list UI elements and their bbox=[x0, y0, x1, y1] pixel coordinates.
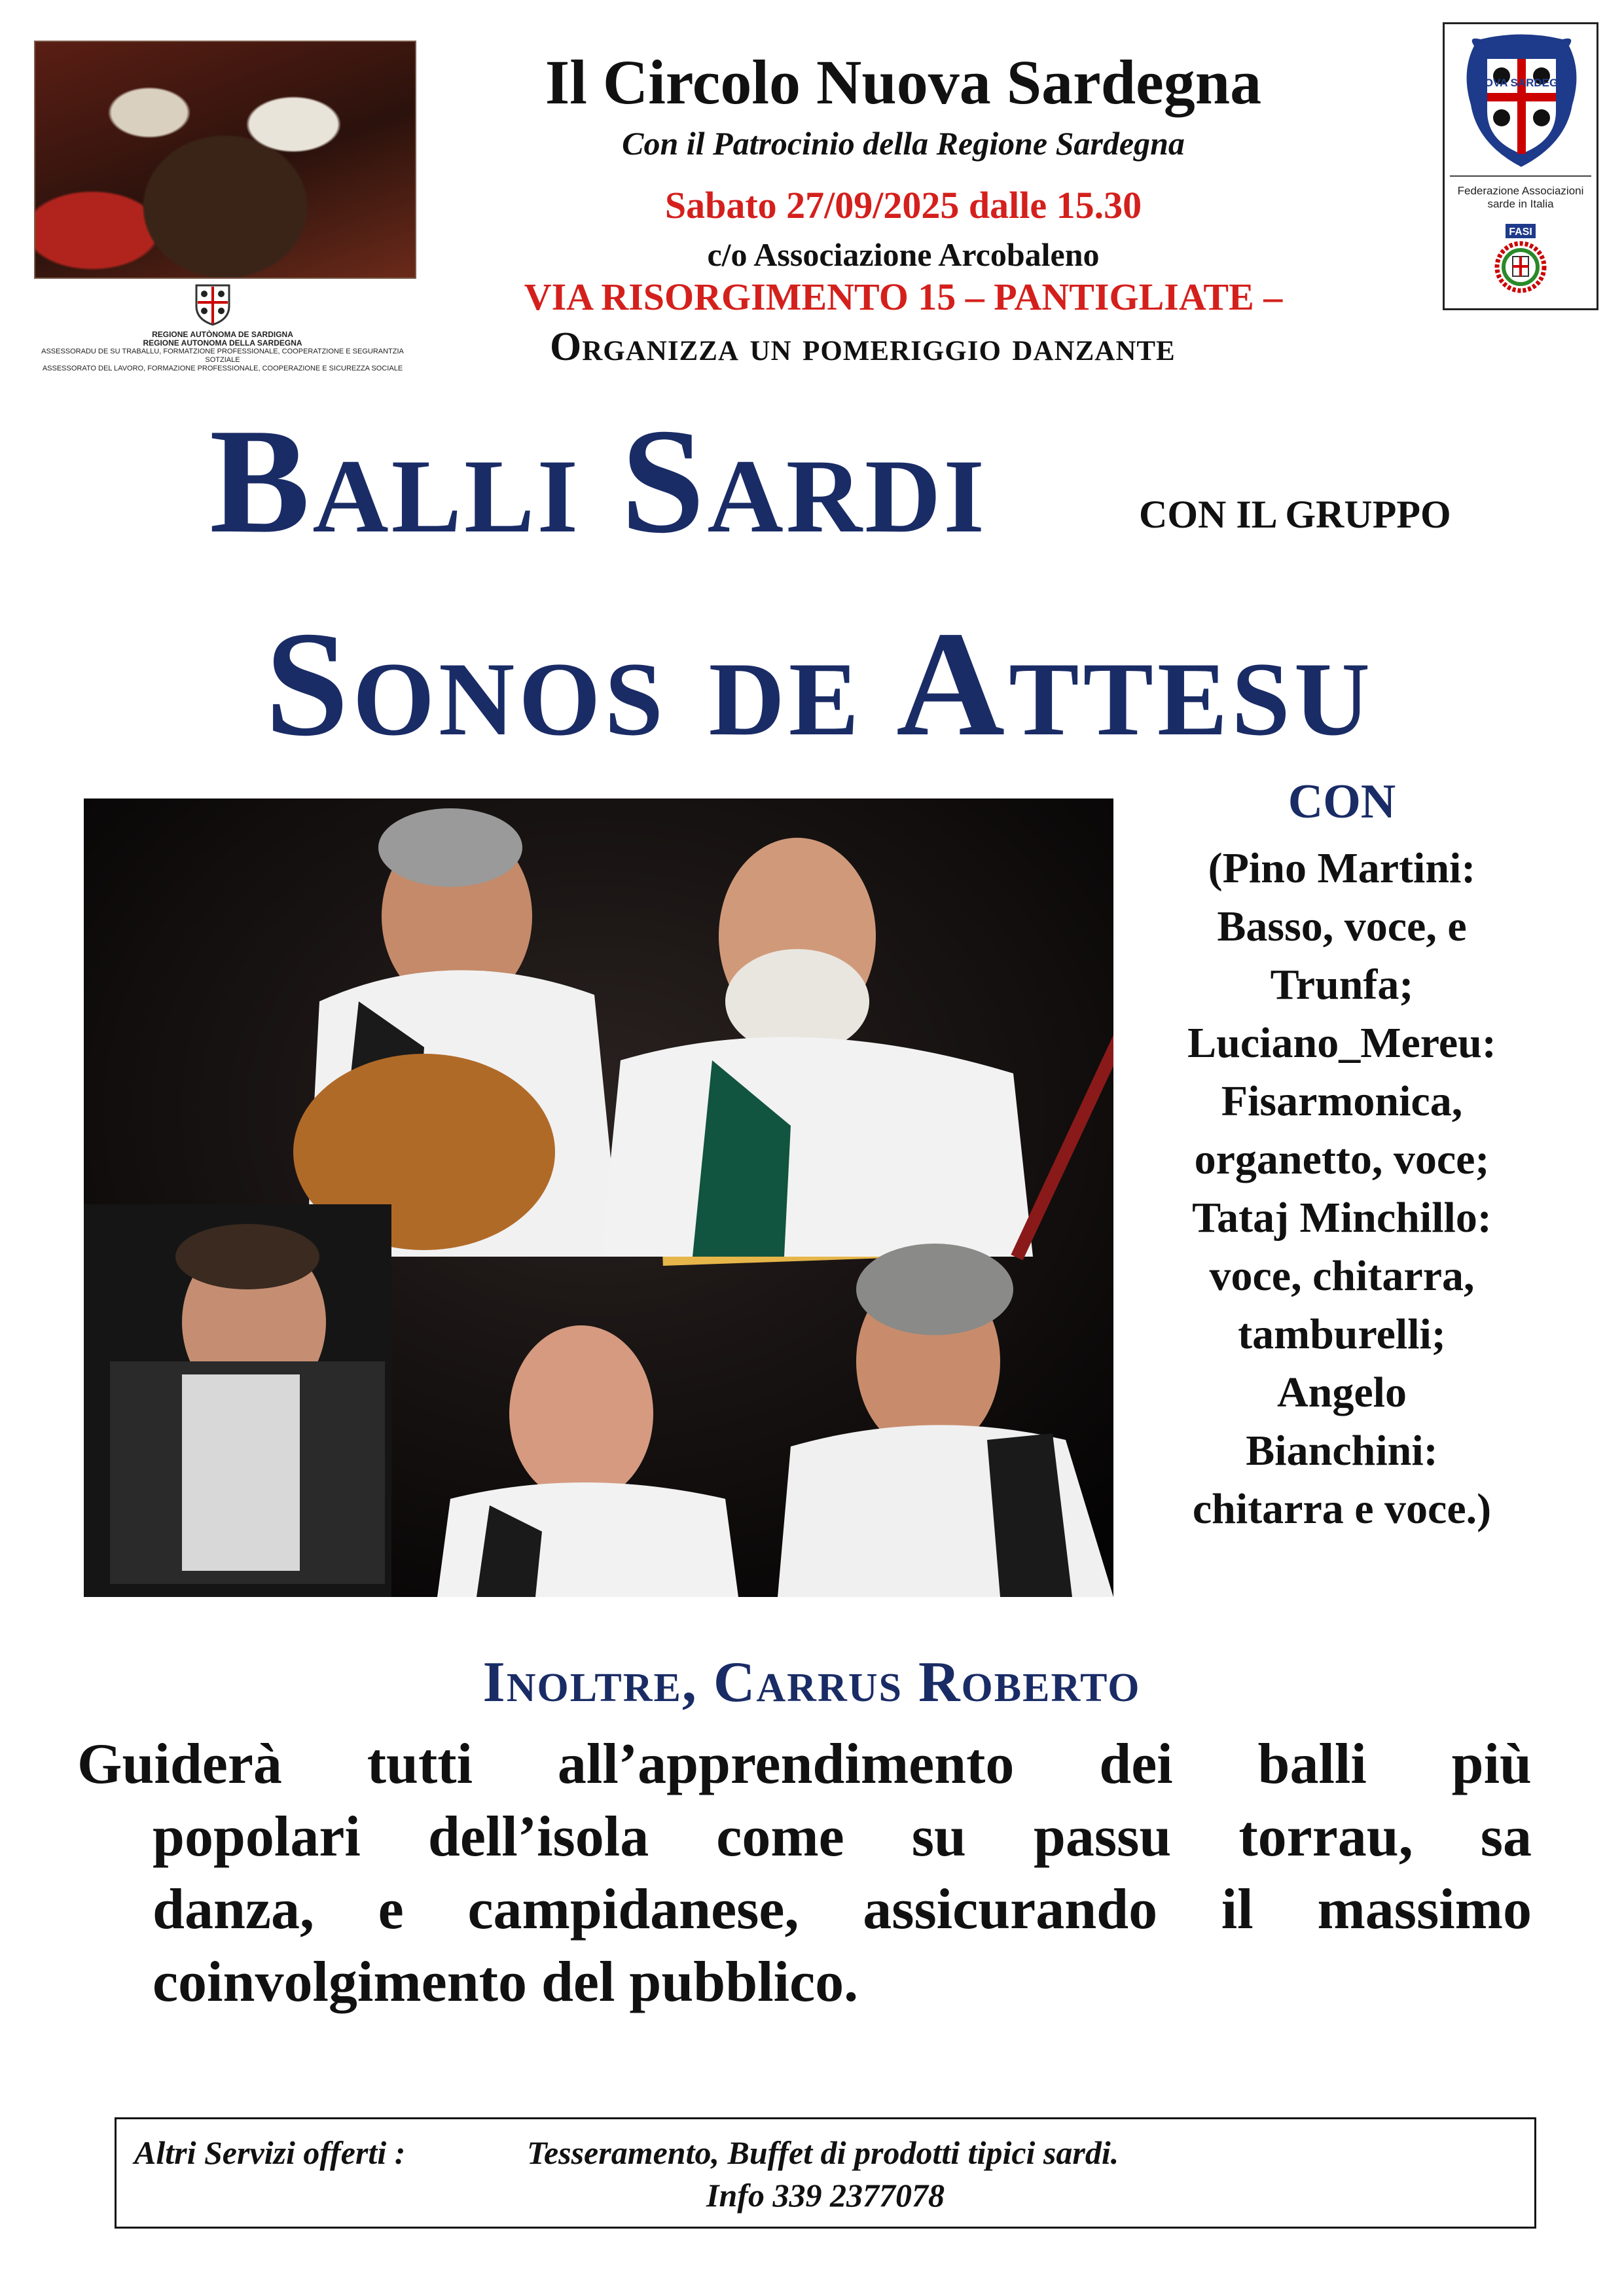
fasi-badge-icon bbox=[1481, 223, 1561, 295]
footer-contact-info: Info 339 2377078 bbox=[706, 2177, 945, 2214]
region-sardinia-emblem-icon bbox=[190, 281, 236, 327]
traditional-costume-photo bbox=[34, 41, 416, 279]
event-date: Sabato 27/09/2025 dalle 15.30 bbox=[664, 184, 1142, 226]
description-paragraph bbox=[77, 1728, 1532, 2018]
performers-list bbox=[1126, 839, 1558, 1538]
description-line: Guiderà tutti all’apprendimento dei balli più bbox=[77, 1732, 1532, 1796]
region-line-1: REGIONE AUTÒNOMA DE SARDIGNA bbox=[152, 330, 293, 339]
patronage-subtitle: Con il Patrocinio della Regione Sardegna bbox=[622, 125, 1185, 162]
nuova-sardegna-shield-icon bbox=[1461, 33, 1582, 170]
performer-line: chitarra e voce.) bbox=[1192, 1485, 1492, 1533]
fasi-line-2: sarde in Italia bbox=[1487, 198, 1554, 210]
fasi-badge-label: FASI bbox=[1509, 226, 1532, 238]
performer-line: (Pino Martini: bbox=[1208, 844, 1476, 892]
footer-services-label: Altri Servizi offerti : bbox=[134, 2134, 406, 2171]
description-line: danza, e campidanese, assicurando il massimo bbox=[153, 1878, 1532, 1941]
performer-line: Luciano_Mereu: bbox=[1187, 1019, 1496, 1067]
event-organize-line: Organizza un pomeriggio danzante bbox=[550, 325, 1176, 369]
band-photo bbox=[84, 785, 1113, 1597]
shield-text: NUOVA SARDEGNA bbox=[1468, 77, 1574, 89]
region-line-3: ASSESSORADU DE SU TRABALLU, FORMATZIONE PROFESSIONALE, COOPERATZIONE E SEGURANTZIA SOTZIALE bbox=[41, 348, 404, 364]
performer-line: organetto, voce; bbox=[1194, 1136, 1490, 1183]
performer-line: Basso, voce, e bbox=[1217, 903, 1467, 950]
performer-line: voce, chitarra, bbox=[1209, 1252, 1475, 1300]
con-il-gruppo-label: CON IL GRUPPO bbox=[1139, 493, 1451, 536]
event-venue: c/o Associazione Arcobaleno bbox=[707, 236, 1100, 273]
organization-title: Il Circolo Nuova Sardegna bbox=[545, 47, 1262, 117]
description-line: coinvolgimento del pubblico. bbox=[153, 1950, 859, 2014]
performer-line: Tataj Minchillo: bbox=[1192, 1194, 1492, 1242]
fasi-caption bbox=[1449, 185, 1592, 211]
region-credits bbox=[26, 331, 419, 373]
footer-services-list: Tesseramento, Buffet di prodotti tipici sardi. bbox=[527, 2134, 1119, 2171]
main-title-balli-sardi: Balli Sardi bbox=[209, 397, 987, 564]
performers-heading: CON bbox=[1288, 775, 1396, 829]
performer-line: Trunfa; bbox=[1270, 961, 1414, 1009]
performer-line: Fisarmonica, bbox=[1221, 1077, 1463, 1125]
region-line-2: REGIONE AUTONOMA DELLA SARDEGNA bbox=[143, 338, 302, 348]
inoltre-heading: Inoltre, Carrus Roberto bbox=[482, 1651, 1141, 1714]
performer-line: Bianchini: bbox=[1246, 1427, 1438, 1475]
group-name-title: Sonos de Attesu bbox=[264, 600, 1375, 767]
performer-line: Angelo bbox=[1277, 1369, 1407, 1416]
fasi-divider bbox=[1450, 175, 1591, 177]
performer-line: tamburelli; bbox=[1238, 1310, 1446, 1358]
region-line-4: ASSESSORATO DEL LAVORO, FORMAZIONE PROFESSIONALE, COOPERAZIONE E SICUREZZA SOCIALE bbox=[42, 365, 403, 372]
fasi-line-1: Federazione Associazioni bbox=[1457, 185, 1584, 197]
event-address: VIA RISORGIMENTO 15 – PANTIGLIATE – bbox=[524, 276, 1283, 318]
description-line: popolari dell’isola come su passu torrau, sa bbox=[153, 1805, 1532, 1869]
